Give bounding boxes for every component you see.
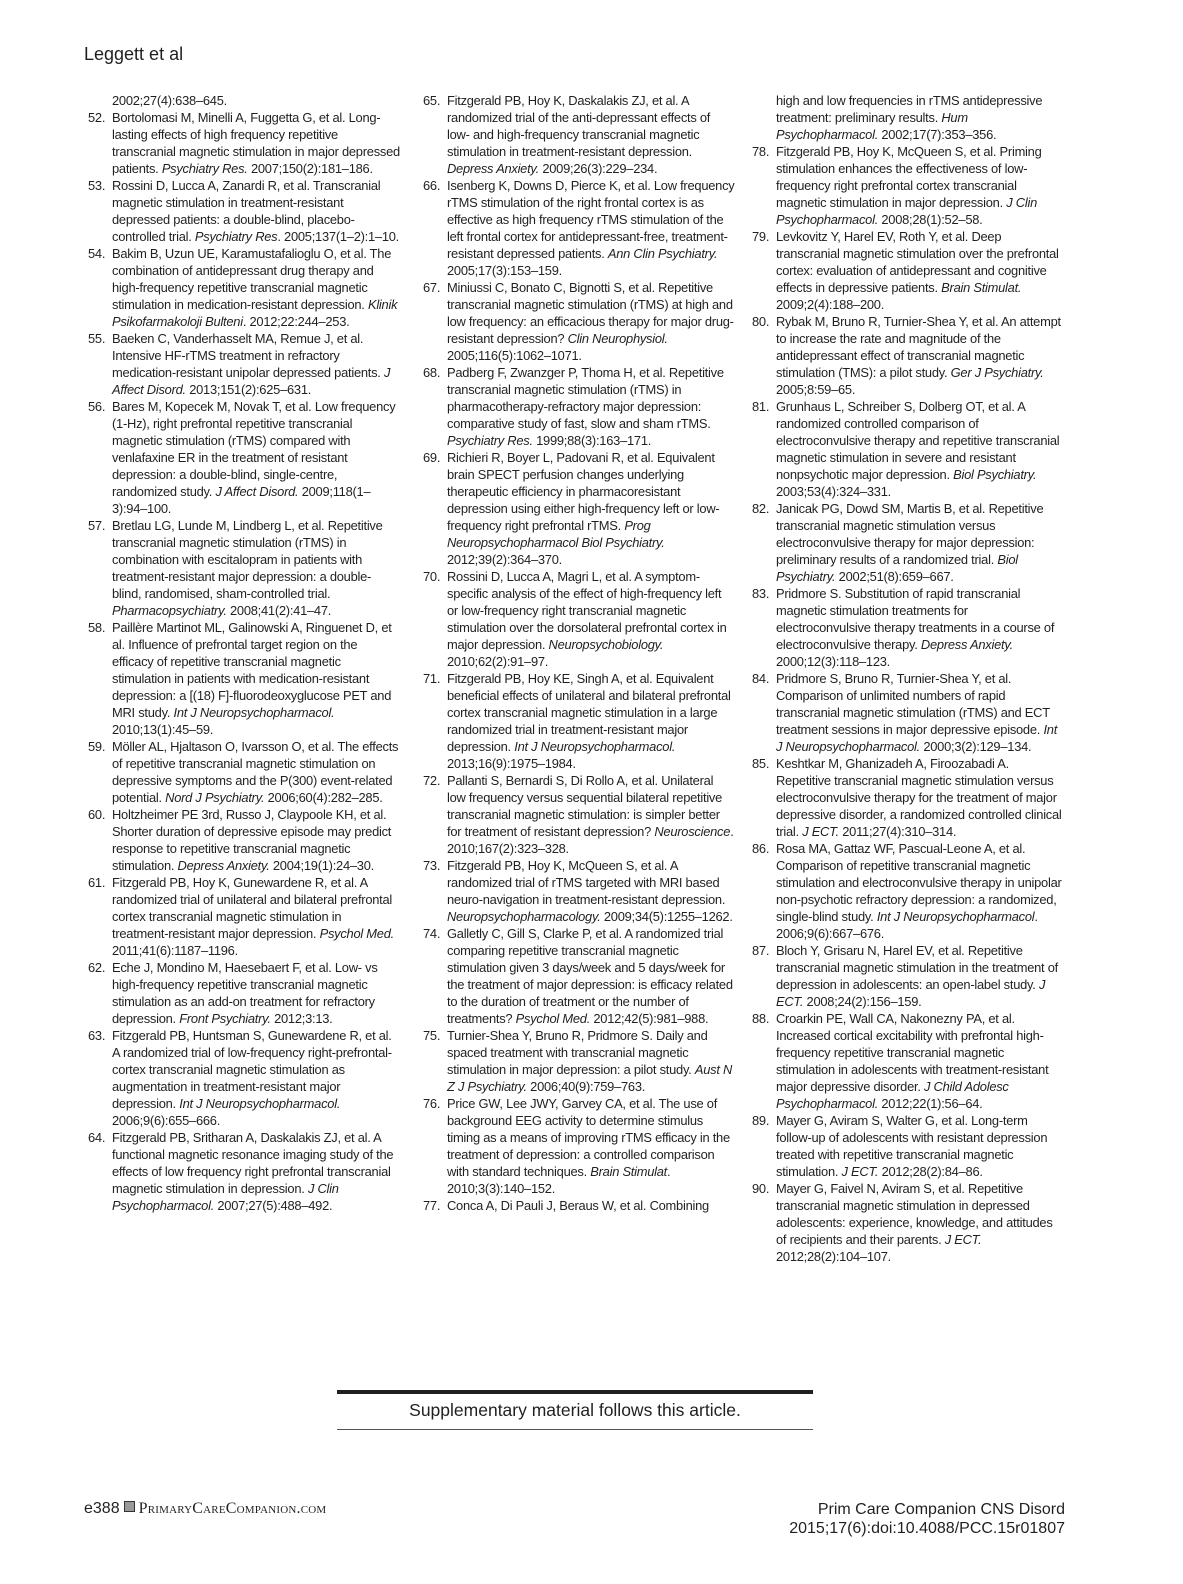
reference-citation: 2010;13(1):45–59.	[112, 722, 214, 737]
reference-citation: 2012;39(2):364–370.	[447, 552, 562, 567]
reference-text: Pridmore S. Substitution of rapid transcranial magnetic stimulation treatments for electroconvulsive therapy treatments in a course of electroconvulsive therapy.	[776, 586, 1055, 652]
journal-title: J Clin Psychopharmacol.	[776, 195, 1037, 227]
reference-citation: . 2012;22:244–253.	[242, 314, 350, 329]
reference-number: 58.	[88, 620, 106, 635]
reference-number: 76.	[423, 1096, 441, 1111]
journal-title: Int J Neuropsychopharmacol.	[776, 722, 1058, 754]
reference-number: 68.	[423, 365, 441, 380]
reference-citation: 2009;26(3):229–234.	[539, 161, 658, 176]
reference-number: 60.	[88, 807, 106, 822]
reference-text: Padberg F, Zwanzger P, Thoma H, et al. Repetitive transcranial magnetic stimulation (rTMS) in pharmacotherapy-refractory major depression: comparative study of fast, slow and sham rTMS.	[447, 365, 724, 431]
reference-item	[423, 1197, 735, 1214]
reference-text: 2002;27(4):638–645.	[112, 93, 227, 108]
reference-number: 77.	[423, 1198, 441, 1213]
reference-citation: 2012;22(1):56–64.	[878, 1096, 983, 1111]
reference-citation: 2002;51(8):659–667.	[835, 569, 954, 584]
reference-item	[423, 364, 735, 449]
reference-number: 71.	[423, 671, 441, 686]
reference-citation: 2006;40(9):759–763.	[526, 1079, 646, 1094]
reference-number: 53.	[88, 178, 106, 193]
reference-item	[88, 1027, 400, 1129]
reference-number: 70.	[423, 569, 441, 584]
reference-number: 52.	[88, 110, 106, 125]
reference-citation: 2008;28(1):52–58.	[878, 212, 983, 227]
footer-left	[84, 1500, 326, 1518]
reference-number: 90.	[752, 1181, 770, 1196]
reference-text: Eche J, Mondino M, Haesebaert F, et al. Low- vs high-frequency repetitive transcranial magnetic stimulation as an add-on treatment for refractory depression.	[112, 960, 378, 1026]
reference-text: Fitzgerald PB, Hoy K, Daskalakis ZJ, et al. A randomized trial of the anti-depressant effects of low- and high-frequency transcranial magnetic stimulation in treatment-resistant depression.	[447, 93, 711, 159]
reference-item	[752, 228, 1064, 313]
reference-citation: 2012;28(2):84–86.	[878, 1164, 983, 1179]
reference-citation: 2012;42(5):981–988.	[590, 1011, 709, 1026]
reference-item	[423, 1027, 735, 1095]
reference-item	[88, 398, 400, 517]
reference-citation: 2006;9(6):655–666.	[112, 1113, 221, 1128]
reference-citation: . 2010;3(3):140–152.	[447, 1164, 671, 1196]
reference-item	[752, 143, 1064, 228]
reference-text: Mayer G, Faivel N, Aviram S, et al. Repetitive transcranial magnetic stimulation in depressed adolescents: experience, knowledge, and attitudes of recipients and their parents.	[776, 1181, 1053, 1247]
reference-citation: 2005;116(5):1062–1071.	[447, 348, 582, 363]
reference-number: 83.	[752, 586, 770, 601]
references-column-3	[752, 92, 1064, 1265]
reference-item	[88, 738, 400, 806]
reference-number: 55.	[88, 331, 106, 346]
reference-item	[752, 840, 1064, 942]
reference-number: 82.	[752, 501, 770, 516]
journal-title: Depress Anxiety.	[920, 637, 1013, 652]
reference-item	[752, 1010, 1064, 1112]
reference-number: 78.	[752, 144, 770, 159]
reference-number: 72.	[423, 773, 441, 788]
reference-item	[88, 92, 400, 109]
journal-title: Front Psychiatry.	[179, 1011, 271, 1026]
journal-title: J Affect Disord.	[215, 484, 299, 499]
reference-item	[88, 1129, 400, 1214]
reference-citation: 2010;62(2):91–97.	[447, 654, 549, 669]
journal-title: Depress Anxiety.	[177, 858, 270, 873]
reference-citation: 2003;53(4):324–331.	[776, 484, 891, 499]
journal-title: Biol Psychiatry.	[953, 467, 1037, 482]
reference-text: Bloch Y, Grisaru N, Harel EV, et al. Repetitive transcranial magnetic stimulation in the treatment of depression in adolescents: an open-label study.	[776, 943, 1058, 992]
reference-text: Pallanti S, Bernardi S, Di Rollo A, et al. Unilateral low frequency versus sequential bilateral repetitive transcranial magnetic stimulation: is simpler better for treatment of resistant depression?	[447, 773, 723, 839]
reference-item	[752, 942, 1064, 1010]
reference-text: Levkovitz Y, Harel EV, Roth Y, et al. Deep transcranial magnetic stimulation over the prefrontal cortex: evaluation of antidepressant and cognitive effects in depressive patients.	[776, 229, 1059, 295]
reference-item	[88, 109, 400, 177]
journal-title: Int J Neuropsychopharmacol.	[179, 1096, 341, 1111]
reference-citation: 2012;3:13.	[270, 1011, 333, 1026]
reference-item	[752, 755, 1064, 840]
reference-item	[423, 670, 735, 772]
reference-text: high and low frequencies in rTMS antidepressive treatment: preliminary results.	[776, 93, 1043, 125]
journal-title: Neuroscience	[654, 824, 731, 839]
reference-text: Baeken C, Vanderhasselt MA, Remue J, et al. Intensive HF-rTMS treatment in refractory medication-resistant unipolar depressed patients.	[112, 331, 384, 380]
reference-item	[752, 313, 1064, 398]
reference-item	[88, 806, 400, 874]
reference-number: 63.	[88, 1028, 106, 1043]
journal-title: Int J Neuropsychopharmacol.	[514, 739, 676, 754]
reference-citation: 2007;150(2):181–186.	[247, 161, 373, 176]
reference-text: Bortolomasi M, Minelli A, Fuggetta G, et al. Long-lasting effects of high frequency repetitive transcranial magnetic stimulation in major depressed patients.	[112, 110, 400, 176]
reference-text: Bares M, Kopecek M, Novak T, et al. Low frequency (1-Hz), right prefrontal repetitive transcranial magnetic stimulation (rTMS) compared with venlafaxine ER in the treatment of resistant depression: a double-blind, single-centre, randomized study.	[112, 399, 396, 499]
reference-text: Turnier-Shea Y, Bruno R, Pridmore S. Daily and spaced treatment with transcranial magnetic stimulation in major depression: a pilot study.	[447, 1028, 708, 1077]
reference-text: Croarkin PE, Wall CA, Nakonezny PA, et al. Increased cortical excitability with prefrontal high-frequency repetitive transcranial magnetic stimulation in adolescents with treatment-resistant major depressive disorder.	[776, 1011, 1049, 1094]
journal-title: Psychiatry Res	[194, 229, 278, 244]
reference-number: 81.	[752, 399, 770, 414]
reference-text: Bakim B, Uzun UE, Karamustafalioglu O, et al. The combination of antidepressant drug therapy and high-frequency repetitive transcranial magnetic stimulation in medication-resistant depression.	[112, 246, 392, 312]
journal-title: Biol Psychiatry.	[776, 552, 1018, 584]
reference-citation: 2009;2(4):188–200.	[776, 297, 885, 312]
reference-text: Holtzheimer PE 3rd, Russo J, Claypoole KH, et al. Shorter duration of depressive episode may predict response to repetitive transcranial magnetic stimulation.	[112, 807, 392, 873]
reference-citation: 2006;60(4):282–285.	[264, 790, 383, 805]
reference-text: Price GW, Lee JWY, Garvey CA, et al. The use of background EEG activity to determine stimulus timing as a means of improving rTMS efficacy in the treatment of depression: a controlled comparison with standard techniques.	[447, 1096, 730, 1179]
reference-text: Janicak PG, Dowd SM, Martis B, et al. Repetitive transcranial magnetic stimulation versus electroconvulsive therapy for major depression: preliminary results of a randomized trial.	[776, 501, 1044, 567]
footer-right	[789, 1500, 1065, 1538]
reference-text: Fitzgerald PB, Hoy K, Gunewardene R, et al. A randomized trial of unilateral and bilateral prefrontal cortex transcranial magnetic stimulation in treatment-resistant major depression.	[112, 875, 393, 941]
square-bullet-icon	[124, 1501, 135, 1512]
journal-title: Int J Neuropsychopharmacol.	[173, 705, 335, 720]
divider-thin	[337, 1429, 813, 1430]
reference-text: Keshtkar M, Ghanizadeh A, Firoozabadi A. Repetitive transcranial magnetic stimulation versus electroconvulsive therapy for the treatment of major depressive disorder, a randomized controlled clinical trial.	[776, 756, 1062, 839]
reference-number: 54.	[88, 246, 106, 261]
reference-number: 65.	[423, 93, 441, 108]
page-number: e388	[84, 1500, 120, 1517]
reference-citation: 2002;17(7):353–356.	[878, 127, 997, 142]
reference-item	[423, 92, 735, 177]
reference-citation: 2007;27(5):488–492.	[214, 1198, 333, 1213]
reference-number: 74.	[423, 926, 441, 941]
journal-title: J ECT.	[776, 977, 1046, 1009]
reference-citation: 2005;8:59–65.	[776, 382, 856, 397]
journal-title: J Clin Psychopharmacol.	[112, 1181, 339, 1213]
reference-citation: 2008;24(2):156–159.	[803, 994, 922, 1009]
reference-number: 79.	[752, 229, 770, 244]
reference-item	[88, 874, 400, 959]
reference-text: Miniussi C, Bonato C, Bignotti S, et al. Repetitive transcranial magnetic stimulation (rTMS) at high and low frequency: an efficacious therapy for major drug-resistant depression?	[447, 280, 734, 346]
journal-title: J Affect Disord.	[112, 365, 391, 397]
reference-item	[752, 398, 1064, 500]
supplementary-note: Supplementary material follows this article.	[409, 1400, 741, 1420]
journal-title: Brain Stimulat.	[941, 280, 1022, 295]
reference-citation: 2013;16(9):1975–1984.	[447, 756, 576, 771]
reference-text: Galletly C, Gill S, Clarke P, et al. A randomized trial comparing repetitive transcranial magnetic stimulation given 3 days/week and 5 days/week for the treatment of major depression: is efficacy related to the duration of treatment or the number of treatments?	[447, 926, 733, 1026]
reference-item	[752, 500, 1064, 585]
reference-text: Mayer G, Aviram S, Walter G, et al. Long-term follow-up of adolescents with resistant depression treated with repetitive transcranial magnetic stimulation.	[776, 1113, 1048, 1179]
reference-number: 56.	[88, 399, 106, 414]
reference-number: 59.	[88, 739, 106, 754]
reference-item	[88, 517, 400, 619]
reference-number: 80.	[752, 314, 770, 329]
journal-title: Int J Neuropsychopharmacol	[876, 909, 1035, 924]
references-column-2	[423, 92, 735, 1214]
reference-citation: . 2006;9(6):667–676.	[776, 909, 1038, 941]
journal-name: Prim Care Companion CNS Disord	[817, 1501, 1065, 1518]
reference-item	[88, 619, 400, 738]
reference-number: 85.	[752, 756, 770, 771]
journal-title: Ann Clin Psychiatry.	[607, 246, 718, 261]
reference-text: Fitzgerald PB, Hoy KE, Singh A, et al. Equivalent beneficial effects of unilateral and bilateral prefrontal cortex transcranial magnetic stimulation in a large randomized trial in treatment-resistant major depression.	[447, 671, 731, 754]
journal-title: Nord J Psychiatry.	[165, 790, 265, 805]
reference-citation: . 2010;167(2):323–328.	[447, 824, 734, 856]
journal-title: Clin Neurophysiol.	[567, 331, 668, 346]
reference-number: 84.	[752, 671, 770, 686]
reference-item	[423, 279, 735, 364]
reference-number: 73.	[423, 858, 441, 873]
reference-citation: 2012;28(2):104–107.	[776, 1249, 891, 1264]
reference-text: Rossini D, Lucca A, Zanardi R, et al. Transcranial magnetic stimulation in treatment-resistant depressed patients: a double-blind, placebo-controlled trial.	[112, 178, 381, 244]
doi-citation: 2015;17(6):doi:10.4088/PCC.15r01807	[789, 1520, 1065, 1537]
journal-title: Aust N Z J Psychiatry.	[447, 1062, 733, 1094]
reference-citation: 2000;3(2):129–134.	[920, 739, 1032, 754]
reference-text: Isenberg K, Downs D, Pierce K, et al. Low frequency rTMS stimulation of the right frontal cortex is as effective as high frequency rTMS stimulation of the left frontal cortex for antidepressant-free, treatment-resistant depressed patients.	[447, 178, 735, 261]
journal-title: J ECT.	[802, 824, 839, 839]
reference-text: Grunhaus L, Schreiber S, Dolberg OT, et al. A randomized controlled comparison of electroconvulsive therapy and repetitive transcranial magnetic stimulation in severe and resistant nonpsychotic major depression.	[776, 399, 1060, 482]
reference-citation: 2009;118(1–3):94–100.	[112, 484, 371, 516]
references-column-1	[88, 92, 400, 1214]
journal-title: J Child Adolesc Psychopharmacol.	[776, 1079, 1009, 1111]
divider-thick	[337, 1390, 813, 1394]
reference-citation: 2009;34(5):1255–1262.	[600, 909, 733, 924]
reference-item	[88, 959, 400, 1027]
journal-title: J ECT.	[944, 1232, 982, 1247]
reference-citation: 2005;17(3):153–159.	[447, 263, 562, 278]
reference-citation: . 2005;137(1–2):1–10.	[277, 229, 400, 244]
reference-citation: 1999;88(3):163–171.	[532, 433, 652, 448]
reference-text: Fitzgerald PB, Sritharan A, Daskalakis ZJ, et al. A functional magnetic resonance imaging study of the effects of low frequency right prefrontal transcranial magnetic stimulation in depression.	[112, 1130, 394, 1196]
journal-title: Psychol Med.	[319, 926, 394, 941]
reference-text: Conca A, Di Pauli J, Beraus W, et al. Combining	[447, 1198, 709, 1213]
reference-citation: 2008;41(2):41–47.	[226, 603, 332, 618]
reference-item	[88, 177, 400, 245]
reference-citation: 2013;151(2):625–631.	[185, 382, 312, 397]
reference-number: 67.	[423, 280, 441, 295]
reference-citation: 2011;27(4):310–314.	[838, 824, 957, 839]
journal-title: Prog Neuropsychopharmacol Biol Psychiatry.	[447, 518, 665, 550]
journal-website-link[interactable]: PrimaryCareCompanion.com	[138, 1500, 327, 1517]
journal-title: Pharmacopsychiatry.	[112, 603, 227, 618]
reference-number: 89.	[752, 1113, 770, 1128]
reference-number: 87.	[752, 943, 770, 958]
reference-item	[752, 1112, 1064, 1180]
reference-number: 66.	[423, 178, 441, 193]
reference-number: 57.	[88, 518, 106, 533]
running-head: Leggett et al	[84, 44, 184, 64]
reference-item	[423, 857, 735, 925]
reference-number: 75.	[423, 1028, 441, 1043]
reference-number: 69.	[423, 450, 441, 465]
reference-text: Fitzgerald PB, Huntsman S, Gunewardene R, et al. A randomized trial of low-frequency right-prefrontal-cortex transcranial magnetic stimulation as augmentation in treatment-resistant major depression.	[112, 1028, 392, 1111]
reference-citation: 2004;19(1):24–30.	[269, 858, 374, 873]
journal-title: Ger J Psychiatry.	[950, 365, 1044, 380]
journal-title: Psychiatry Res.	[447, 433, 533, 448]
reference-item	[423, 925, 735, 1027]
reference-item	[752, 585, 1064, 670]
reference-text: Paillère Martinot ML, Galinowski A, Ringuenet D, et al. Influence of prefrontal target region on the efficacy of repetitive transcranial magnetic stimulation in patients with medication-resistant depression: a [(18) F]-fluorodeoxyglucose PET and MRI study.	[112, 620, 392, 720]
reference-item	[423, 568, 735, 670]
journal-title: Psychiatry Res.	[161, 161, 248, 176]
reference-item	[423, 1095, 735, 1197]
reference-item	[423, 449, 735, 568]
reference-item	[752, 670, 1064, 755]
reference-item	[423, 177, 735, 279]
reference-item	[88, 330, 400, 398]
reference-number: 88.	[752, 1011, 770, 1026]
reference-text: Fitzgerald PB, Hoy K, McQueen S, et al. A randomized trial of rTMS targeted with MRI based neuro-navigation in treatment-resistant depression.	[447, 858, 726, 907]
journal-title: Hum Psychopharmacol.	[776, 110, 968, 142]
reference-text: Rosa MA, Gattaz WF, Pascual-Leone A, et al. Comparison of repetitive transcranial magnetic stimulation and electroconvulsive therapy in unipolar non-psychotic refractory depression: a randomized, single-blind study.	[776, 841, 1062, 924]
journal-title: Psychol Med.	[515, 1011, 591, 1026]
reference-number: 61.	[88, 875, 106, 890]
reference-text: Bretlau LG, Lunde M, Lindberg L, et al. Repetitive transcranial magnetic stimulation (rTMS) in combination with escitalopram in patients with treatment-resistant major depression: a double-blind, randomised, sham-controlled trial.	[112, 518, 383, 601]
reference-item	[752, 92, 1064, 143]
reference-item	[752, 1180, 1064, 1265]
journal-title: J ECT.	[841, 1164, 879, 1179]
journal-title: Brain Stimulat	[590, 1164, 668, 1179]
journal-title: Neuropsychobiology.	[548, 637, 664, 652]
journal-title: Klinik Psikofarmakoloji Bulteni	[112, 297, 398, 329]
journal-title: Neuropsychopharmacology.	[447, 909, 601, 924]
reference-number: 86.	[752, 841, 770, 856]
reference-text: Pridmore S, Bruno R, Turnier-Shea Y, et al. Comparison of unlimited numbers of rapid transcranial magnetic stimulation (rTMS) and ECT treatment sessions in major depressive episode.	[776, 671, 1050, 737]
reference-citation: 2011;41(6):1187–1196.	[112, 943, 238, 958]
reference-citation: 2000;12(3):118–123.	[776, 654, 890, 669]
journal-title: Depress Anxiety.	[447, 161, 539, 176]
reference-item	[88, 245, 400, 330]
reference-text: Rybak M, Bruno R, Turnier-Shea Y, et al. An attempt to increase the rate and magnitude of the antidepressant effect of transcranial magnetic stimulation (TMS): a pilot study.	[776, 314, 1061, 380]
reference-text: Richieri R, Boyer L, Padovani R, et al. Equivalent brain SPECT perfusion changes underlying therapeutic efficiency in pharmacoresistant depression using either high-frequency left or low-frequency right prefrontal rTMS.	[447, 450, 720, 533]
reference-text: Rossini D, Lucca A, Magri L, et al. A symptom-specific analysis of the effect of high-frequency left or low-frequency right transcranial magnetic stimulation over the dorsolateral prefrontal cortex in major depression.	[447, 569, 727, 652]
reference-item	[423, 772, 735, 857]
reference-number: 64.	[88, 1130, 106, 1145]
reference-text: Fitzgerald PB, Hoy K, McQueen S, et al. Priming stimulation enhances the effectiveness of low-frequency right prefrontal cortex transcranial magnetic stimulation in major depression.	[776, 144, 1042, 210]
reference-number: 62.	[88, 960, 106, 975]
reference-text: Möller AL, Hjaltason O, Ivarsson O, et al. The effects of repetitive transcranial magnetic stimulation on depressive symptoms and the P(300) event-related potential.	[112, 739, 399, 805]
